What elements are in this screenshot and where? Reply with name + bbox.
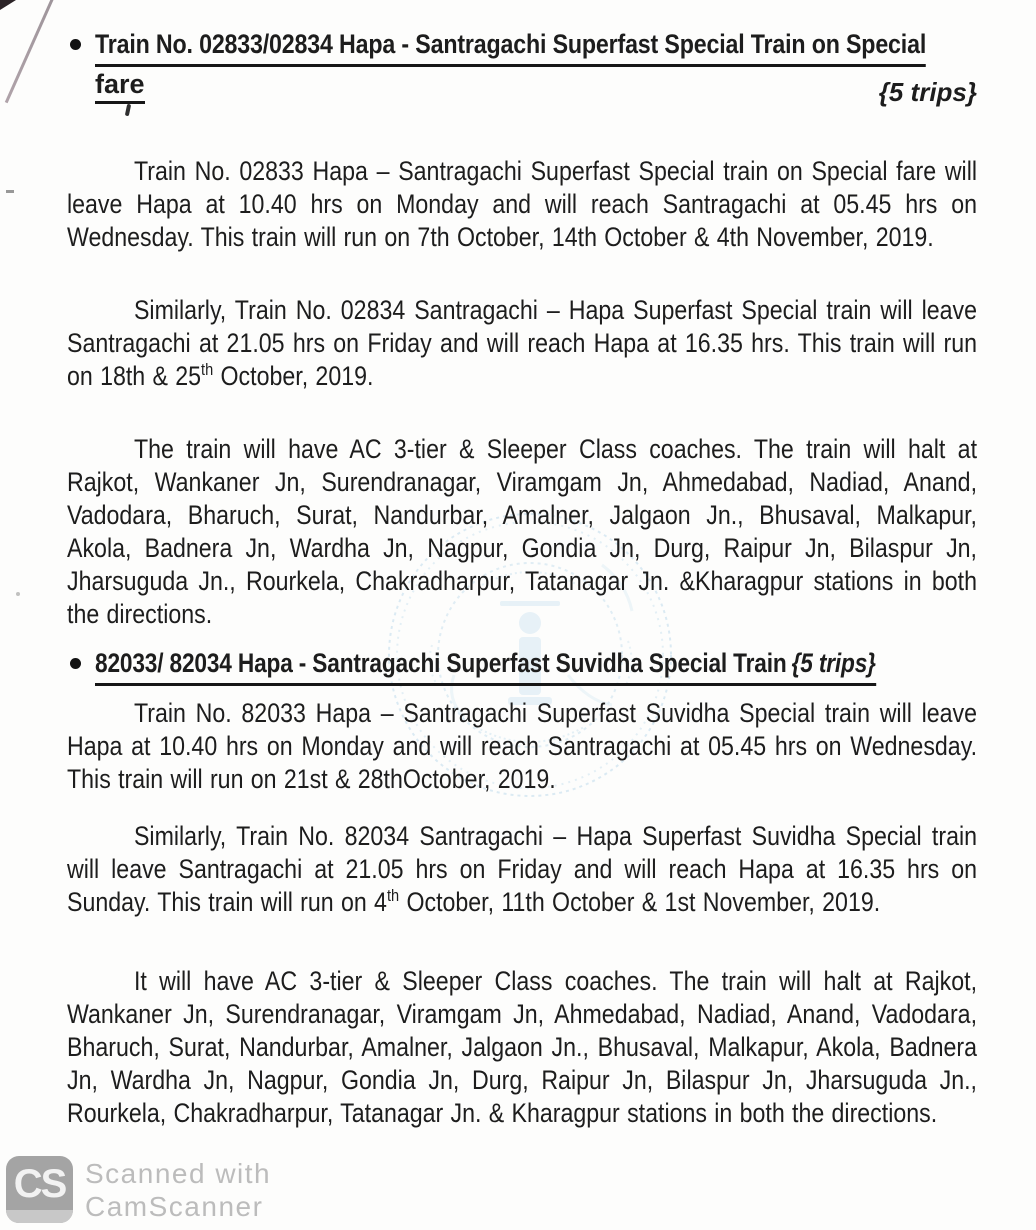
section1-heading-line1: Train No. 02833/02834 Hapa - Santragachi Superfast Special Train on Special [95, 28, 926, 67]
section2-paragraph-2 [67, 820, 977, 919]
scanned-with-text: Scanned with [85, 1158, 272, 1189]
cs-icon-letters: CS [13, 1162, 66, 1206]
paragraph-wrapper [67, 820, 977, 919]
section1-trips-label: {5 trips} [878, 77, 977, 107]
bullet-icon [70, 658, 81, 669]
camscanner-cs-icon [6, 1156, 73, 1223]
bullet-icon [70, 39, 81, 50]
paragraph-text: October, 2019. [213, 361, 374, 391]
paragraph-text: Similarly, Train No. 82034 Santragachi – Hapa Superfast Suvidha Special train will leave Santragachi at 21.05 hrs on Friday and will reach Hapa at 16.35 hrs on Sunday. This train will run on 4 [67, 821, 978, 917]
paragraph-wrapper [67, 433, 977, 631]
scan-crease-line [5, 0, 55, 103]
paragraph-wrapper [67, 965, 977, 1130]
paragraph-text: October, 11th October & 1st November, 2019. [399, 887, 881, 917]
paragraph-wrapper [67, 294, 977, 393]
section2-heading-title: 82033/ 82034 Hapa - Santragachi Superfast Suvidha Special Train [95, 648, 787, 678]
document-body [67, 28, 977, 1130]
scan-corner-mark [0, 0, 16, 10]
section2-paragraph-3: It will have AC 3-tier & Sleeper Class coaches. The train will halt at Rajkot, Wankaner Jn, Surendranagar, Viramgam Jn, Ahmedabad, Nadiad, Anand, Vadodara, Bharuch, Surat, Nandurbar, Amalner, Jalgaon Jn., Bhusaval, Malkapur, Akola, Badnera Jn, Wardha Jn, Nagpur, Gondia Jn, Durg, Raipur Jn, Bilaspur Jn, Jharsuguda Jn., Rourkela, Chakradharpur, Tatanagar Jn. & Kharagpur stations in both the directions. [67, 966, 978, 1128]
scan-speck [6, 190, 14, 193]
paragraph-wrapper [67, 697, 977, 796]
section1-heading-line2: fare [95, 69, 145, 104]
paragraph-text: Similarly, Train No. 02834 Santragachi – Hapa Superfast Special train will leave Santragachi at 21.05 hrs on Friday and will reach Hapa at 16.35 hrs. This train will run on 18th & 25 [67, 295, 978, 391]
scan-speck [16, 592, 20, 596]
section1-heading [67, 28, 977, 109]
paragraph-wrapper [67, 155, 977, 254]
ordinal-superscript: th [201, 360, 214, 379]
camscanner-watermark [0, 1150, 500, 1230]
section2-paragraph-1: Train No. 82033 Hapa – Santragachi Superfast Suvidha Special train will leave Hapa at 10.40 hrs on Monday and will reach Santragachi at 05.45 hrs on Wednesday. This train will run on 21st & 28thOctober, 2019. [67, 698, 978, 794]
section2-trips-label: {5 trips} [791, 648, 876, 678]
section1-paragraph-3: The train will have AC 3-tier & Sleeper Class coaches. The train will halt at Rajkot, Wankaner Jn, Surendranagar, Viramgam Jn, Ahmedabad, Nadiad, Anand, Vadodara, Bharuch, Surat, Nandurbar, Amalner, Jalgaon Jn., Bhusaval, Malkapur, Akola, Badnera Jn, Wardha Jn, Nagpur, Gondia Jn, Durg, Raipur Jn, Bilaspur Jn, Jharsuguda Jn., Rourkela, Chakradharpur, Tatanagar Jn. &Kharagpur stations in both the directions. [67, 434, 978, 629]
section1-paragraph-1: Train No. 02833 Hapa – Santragachi Superfast Special train on Special fare will leave Hapa at 10.40 hrs on Monday and will reach Santragachi at 05.45 hrs on Wednesday. This train will run on 7th October, 14th October & 4th November, 2019. [67, 156, 978, 252]
ordinal-superscript: th [386, 886, 400, 905]
section2-heading [67, 647, 977, 687]
section1-paragraph-2 [67, 294, 977, 393]
camscanner-text: CamScanner [85, 1191, 264, 1222]
